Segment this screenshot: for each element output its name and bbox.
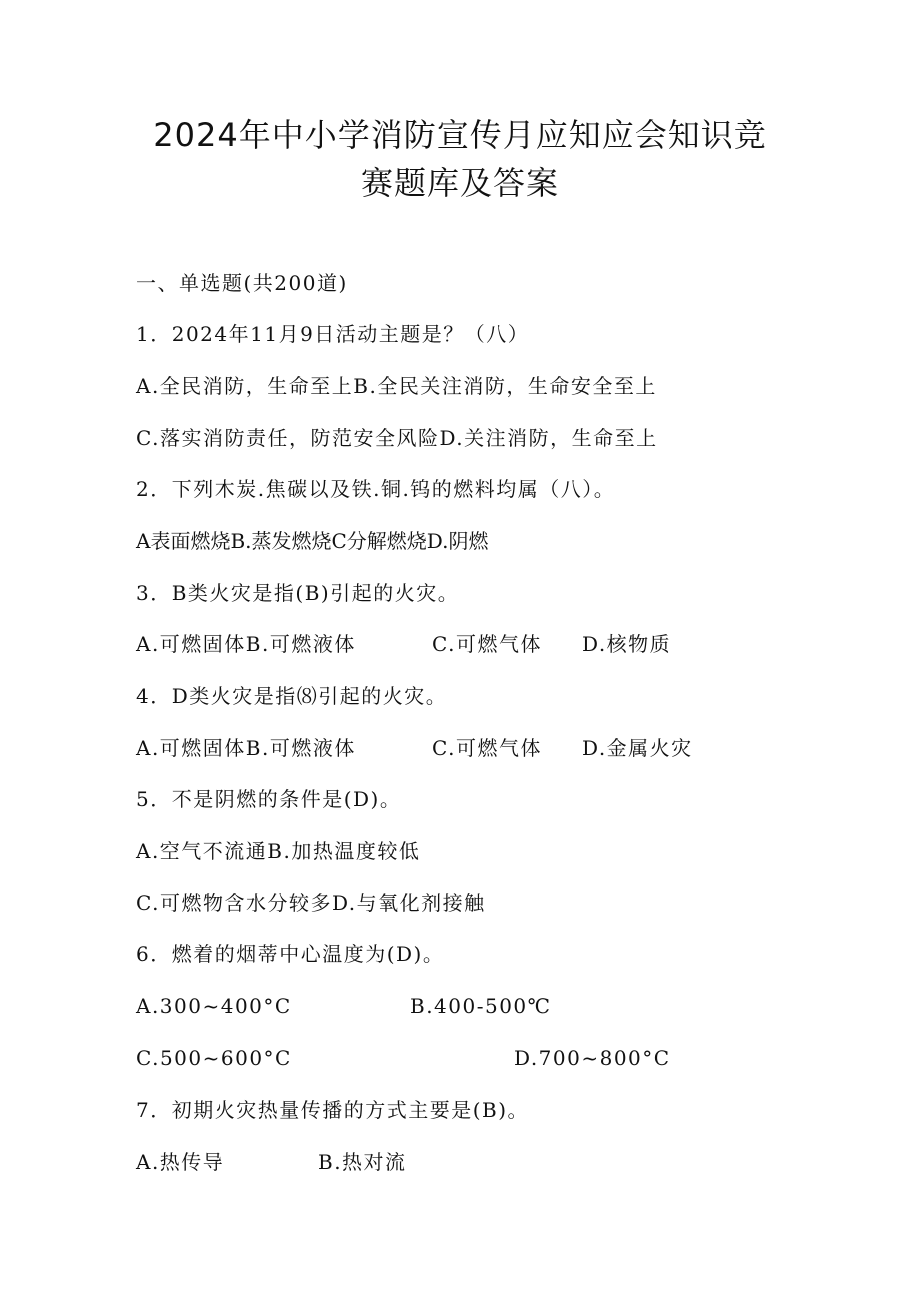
- option-text: D.核物质: [582, 632, 672, 656]
- option-text: A.可燃固体B.可燃液体: [136, 632, 356, 656]
- question-options-line: A表面燃烧B.蒸发燃烧C分解燃烧D.阴燃: [136, 529, 489, 553]
- question-stem: 6．燃着的烟蒂中心温度为(D)。: [136, 942, 445, 966]
- question-options-line: A.空气不流通B.加热温度较低: [136, 839, 421, 863]
- option-text: C.可燃气体: [432, 736, 542, 760]
- question-stem: 4．D类火灾是指⑻引起的火灾。: [136, 684, 448, 708]
- section-heading: 一、单选题(共200道): [136, 271, 348, 295]
- option-text: C.可燃气体: [432, 632, 542, 656]
- question-stem: 2．下列木炭.焦碳以及铁.铜.钨的燃料均属（八）。: [136, 477, 616, 501]
- question-options-line: A.全民消防，生命至上B.全民关注消防，生命安全至上: [136, 374, 657, 398]
- question-stem: 1．2024年11月9日活动主题是？（八）: [136, 322, 530, 346]
- option-text: B.400-500℃: [410, 994, 552, 1018]
- question-options-line: C.落实消防责任，防范安全风险D.关注消防，生命至上: [136, 426, 658, 450]
- option-text: C.500~600°C: [136, 1046, 292, 1070]
- question-stem: 3．B类火灾是指(B)引起的火灾。: [136, 581, 460, 605]
- question-stem: 7．初期火灾热量传播的方式主要是(B)。: [136, 1098, 530, 1122]
- option-text: B.热对流: [318, 1150, 407, 1174]
- option-text: D.700~800°C: [514, 1046, 671, 1070]
- option-text: A.热传导: [136, 1150, 225, 1174]
- document-title-line-1: 2024年中小学消防宣传月应知应会知识竞: [153, 116, 767, 154]
- option-text: A.300~400°C: [136, 994, 292, 1018]
- option-text: A.可燃固体B.可燃液体: [136, 736, 356, 760]
- question-stem: 5．不是阴燃的条件是(D)。: [136, 787, 402, 811]
- document-title-line-2: 赛题库及答案: [360, 164, 559, 202]
- option-text: D.金属火灾: [582, 736, 693, 760]
- question-options-line: C.可燃物含水分较多D.与氧化剂接触: [136, 891, 486, 915]
